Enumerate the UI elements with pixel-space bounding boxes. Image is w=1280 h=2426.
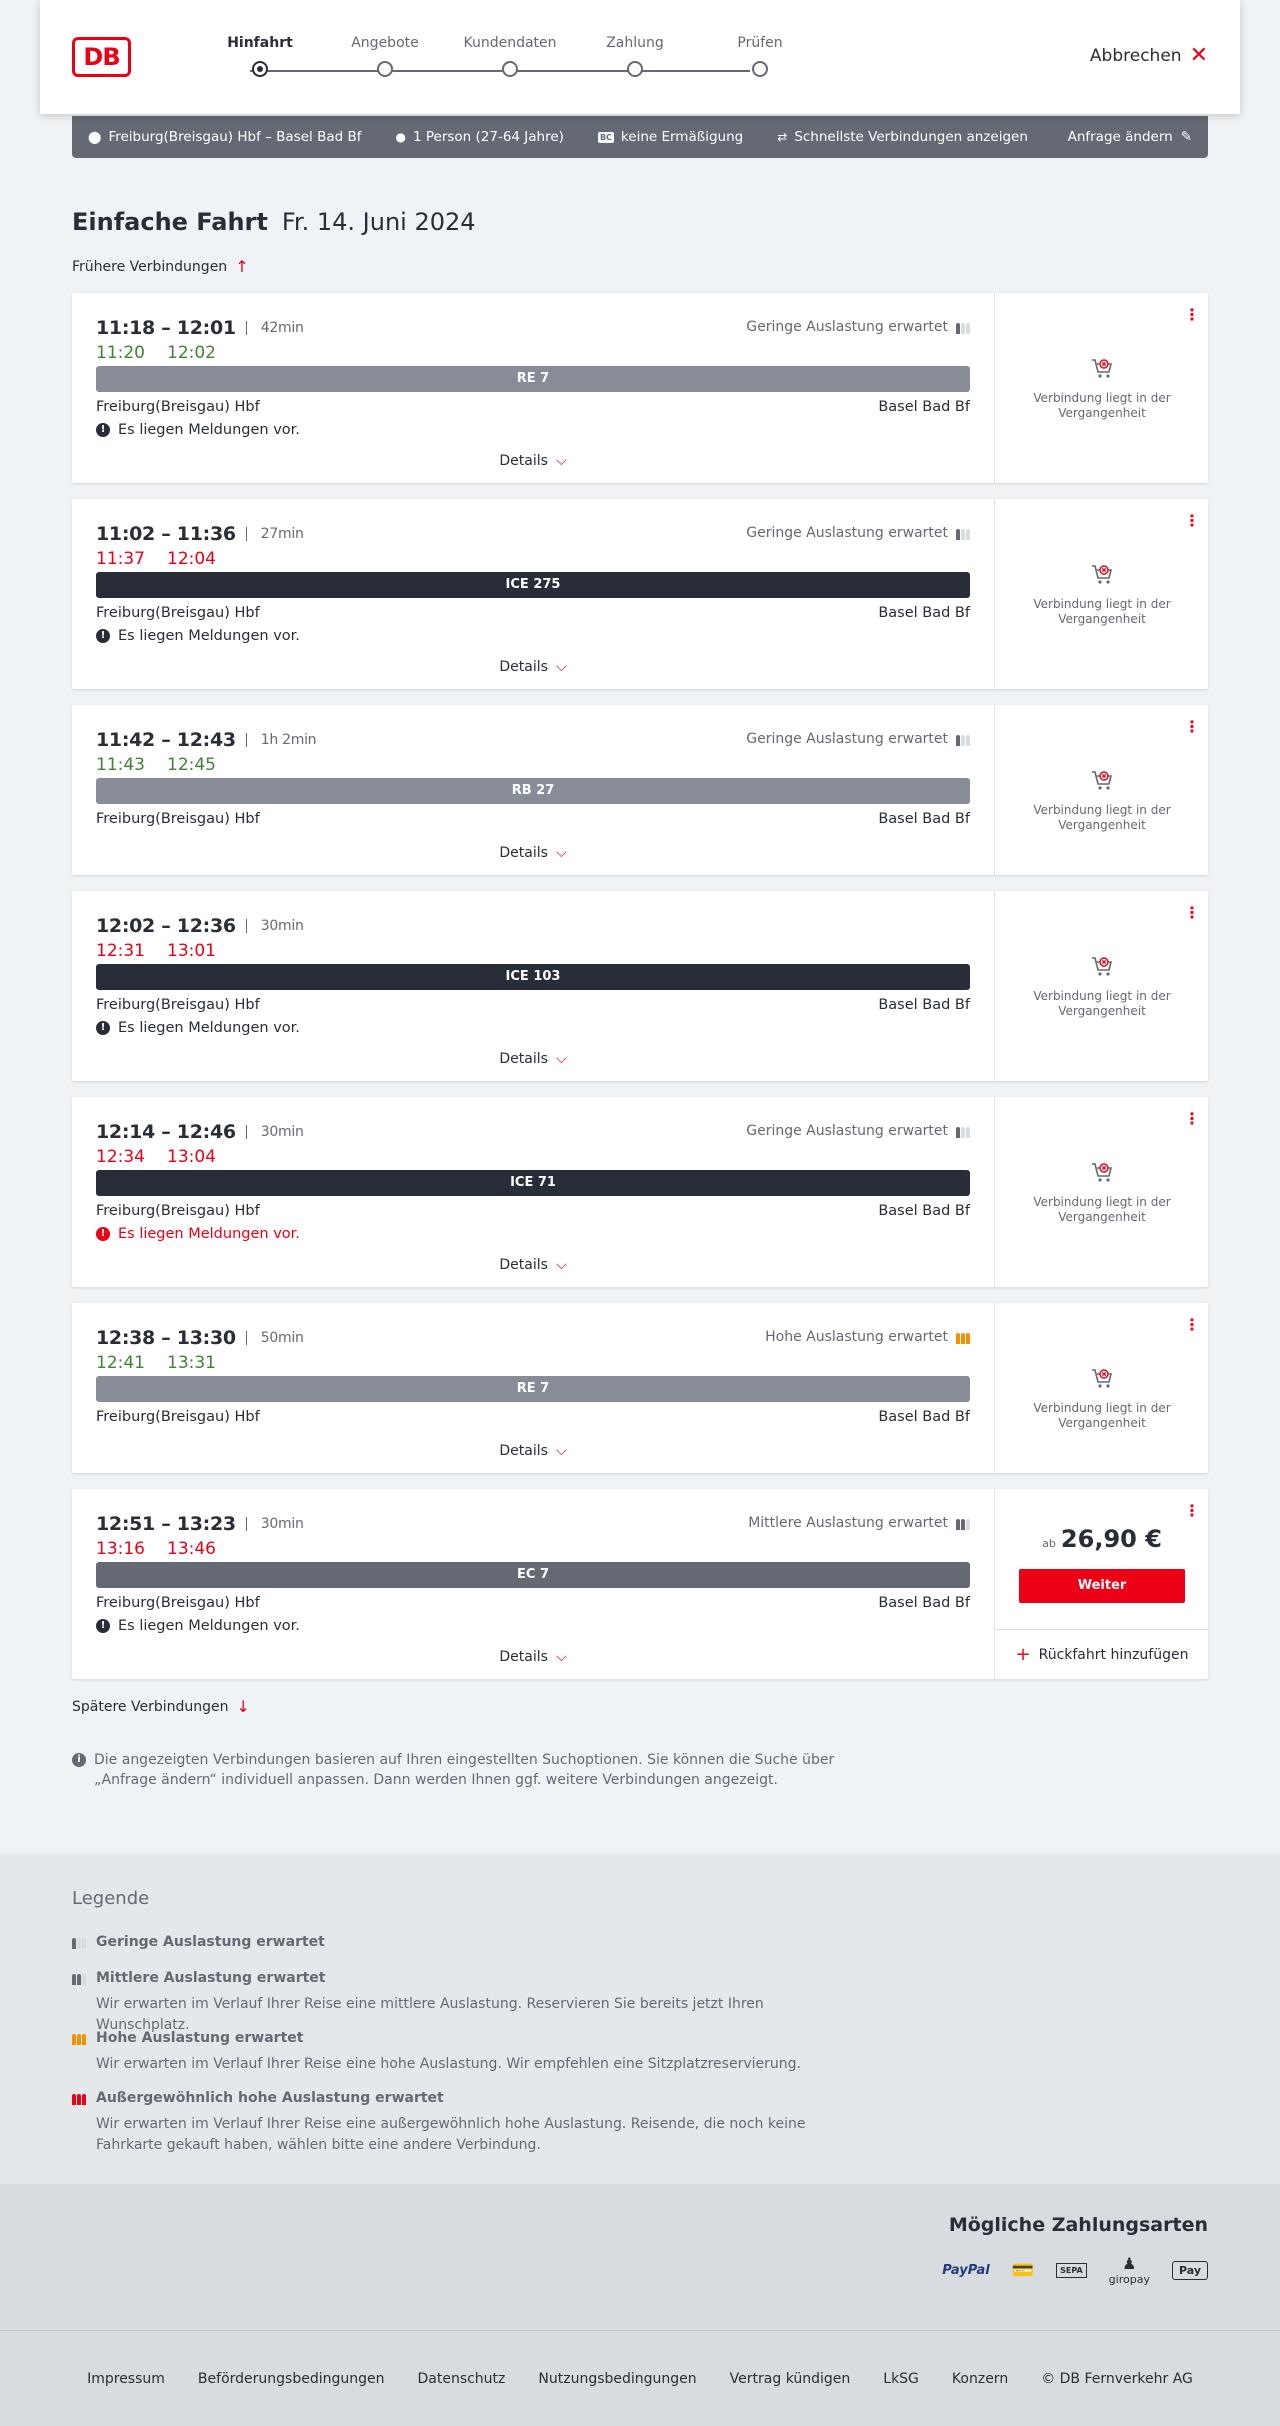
return-label: Rückfahrt hinzufügen bbox=[1038, 1646, 1189, 1663]
planned-times: 12:02 – 12:36 bbox=[96, 915, 236, 937]
occupancy-bar bbox=[961, 529, 965, 540]
step-dot bbox=[252, 61, 268, 77]
details-toggle[interactable] bbox=[72, 1649, 994, 1665]
legend-item-header bbox=[72, 2090, 856, 2106]
realtime-departure: 11:37 bbox=[96, 549, 145, 569]
occupancy-bar bbox=[966, 323, 970, 334]
exclamation-icon: ! bbox=[96, 423, 110, 437]
occupancy-bar bbox=[956, 735, 960, 746]
arrow-down-icon: ↓ bbox=[236, 1697, 250, 1716]
past-text: Verbindung liegt in der Vergangenheit bbox=[1033, 989, 1171, 1018]
route-summary bbox=[88, 129, 362, 145]
realtime-times bbox=[96, 941, 216, 961]
arrival-station: Basel Bad Bf bbox=[878, 1409, 970, 1425]
connection-times bbox=[96, 1513, 304, 1535]
step-dot bbox=[627, 61, 643, 77]
legend-item-header bbox=[72, 2030, 856, 2046]
info-icon: i bbox=[72, 1753, 86, 1767]
occupancy-bar bbox=[956, 323, 960, 334]
occupancy-bar bbox=[961, 1127, 965, 1138]
exclamation-icon: ! bbox=[96, 1021, 110, 1035]
header bbox=[40, 0, 1240, 114]
connection-card[interactable] bbox=[72, 1303, 1208, 1473]
search-summary-bar bbox=[72, 116, 1208, 158]
occupancy-bar bbox=[82, 2034, 86, 2045]
edit-request-button[interactable] bbox=[1068, 129, 1192, 145]
details-toggle[interactable] bbox=[72, 1443, 994, 1459]
legend-item-title: Hohe Auslastung erwartet bbox=[96, 2030, 304, 2046]
connection-main bbox=[72, 499, 994, 689]
messages-notice bbox=[96, 422, 300, 438]
giropay-label: giropay bbox=[1108, 2273, 1150, 2286]
occupancy-text: Hohe Auslastung erwartet bbox=[765, 1329, 948, 1345]
messages-text: Es liegen Meldungen vor. bbox=[118, 1618, 300, 1634]
occupancy-text: Geringe Auslastung erwartet bbox=[746, 525, 948, 541]
occupancy-icon bbox=[72, 1971, 86, 1985]
edit-label: Anfrage ändern bbox=[1067, 129, 1173, 145]
route-text: Freiburg(Breisgau) Hbf – Basel Bad Bf bbox=[108, 129, 362, 145]
exclamation-icon: ! bbox=[96, 1619, 110, 1633]
connection-times bbox=[96, 523, 304, 545]
legend-item bbox=[72, 1934, 325, 1950]
more-options-icon[interactable]: ⋮ bbox=[1184, 1109, 1200, 1128]
more-options-icon[interactable]: ⋮ bbox=[1184, 1315, 1200, 1334]
step-label: Kundendaten bbox=[463, 35, 557, 51]
occupancy-bar bbox=[72, 1938, 76, 1949]
realtime-times bbox=[96, 755, 216, 775]
connection-times bbox=[96, 1121, 304, 1143]
apple-pay-icon bbox=[1172, 2261, 1208, 2280]
planned-times: 11:18 – 12:01 bbox=[96, 317, 236, 339]
duration: 42min bbox=[246, 321, 304, 335]
legend-section bbox=[0, 1854, 1280, 2184]
arrival-station: Basel Bad Bf bbox=[878, 1595, 970, 1611]
occupancy-bar bbox=[82, 1938, 86, 1949]
connection-offer bbox=[994, 1489, 1208, 1679]
past-connection-notice bbox=[995, 767, 1209, 833]
past-connection-notice bbox=[995, 355, 1209, 421]
past-connection-notice bbox=[995, 1365, 1209, 1431]
cart-disabled-icon bbox=[1089, 355, 1115, 381]
details-label: Details bbox=[499, 1257, 548, 1273]
occupancy-bar bbox=[956, 529, 960, 540]
legend-item-title: Außergewöhnlich hohe Auslastung erwartet bbox=[96, 2090, 444, 2106]
more-options-icon[interactable]: ⋮ bbox=[1184, 717, 1200, 736]
realtime-arrival: 12:02 bbox=[167, 343, 216, 363]
step-dot bbox=[502, 61, 518, 77]
connection-card[interactable] bbox=[72, 891, 1208, 1081]
departure-station: Freiburg(Breisgau) Hbf bbox=[96, 997, 260, 1013]
realtime-departure: 13:16 bbox=[96, 1539, 145, 1559]
cart-disabled-icon bbox=[1089, 953, 1115, 979]
step-label: Zahlung bbox=[606, 35, 664, 51]
messages-text: Es liegen Meldungen vor. bbox=[118, 1020, 300, 1036]
departure-station: Freiburg(Breisgau) Hbf bbox=[96, 399, 260, 415]
realtime-times bbox=[96, 343, 216, 363]
legend-item-header bbox=[72, 1970, 856, 1986]
legend-item-title: Mittlere Auslastung erwartet bbox=[96, 1970, 326, 1986]
later-connections-link[interactable] bbox=[72, 1697, 250, 1716]
cancel-label: Abbrechen bbox=[1089, 46, 1182, 66]
legend-item-text: Wir erwarten im Verlauf Ihrer Reise eine hohe Auslastung. Wir empfehlen eine Sitzplatzreservierung. bbox=[96, 2056, 801, 2072]
chevron-down-icon: ⌵ bbox=[555, 845, 567, 861]
occupancy-bar bbox=[72, 2034, 76, 2045]
earlier-connections-link[interactable] bbox=[72, 257, 249, 276]
details-toggle[interactable] bbox=[72, 845, 994, 861]
stations bbox=[96, 1409, 970, 1425]
occupancy-info bbox=[748, 1515, 970, 1531]
apple-pay-label: Pay bbox=[1178, 2263, 1201, 2277]
occupancy-bar bbox=[966, 529, 970, 540]
pencil-icon: ✎ bbox=[1180, 129, 1192, 145]
footer-link-datenschutz[interactable]: Datenschutz bbox=[417, 2370, 506, 2387]
occupancy-bar bbox=[77, 2034, 81, 2045]
more-options-icon[interactable]: ⋮ bbox=[1184, 511, 1200, 530]
step-hinfahrt[interactable] bbox=[210, 34, 310, 77]
occupancy-bar bbox=[966, 1519, 970, 1530]
connection-times bbox=[96, 915, 304, 937]
close-icon: ✕ bbox=[1189, 43, 1208, 68]
bahncard-icon: BC bbox=[599, 132, 612, 142]
step-kundendaten bbox=[460, 34, 560, 77]
realtime-arrival: 12:04 bbox=[167, 549, 216, 569]
details-toggle[interactable] bbox=[72, 659, 994, 675]
cancel-button[interactable] bbox=[1089, 43, 1208, 68]
past-connection-notice bbox=[995, 561, 1209, 627]
step-zahlung bbox=[585, 34, 685, 77]
realtime-times bbox=[96, 1353, 216, 1373]
step-label: Angebote bbox=[351, 35, 419, 51]
realtime-times bbox=[96, 1539, 216, 1559]
realtime-times bbox=[96, 549, 216, 569]
train-bar[interactable]: RE 7 bbox=[96, 366, 970, 392]
arrival-station: Basel Bad Bf bbox=[878, 399, 970, 415]
messages-notice bbox=[96, 1618, 300, 1634]
realtime-departure: 12:34 bbox=[96, 1147, 145, 1167]
occupancy-bar bbox=[961, 735, 965, 746]
trip-date: Fr. 14. Juni 2024 bbox=[281, 208, 476, 236]
details-label: Details bbox=[499, 1051, 548, 1067]
footer-link-konzern[interactable]: Konzern bbox=[951, 2370, 1009, 2387]
occupancy-text: Geringe Auslastung erwartet bbox=[746, 731, 948, 747]
footer-link-lksg[interactable]: LkSG bbox=[883, 2370, 919, 2387]
duration: 30min bbox=[246, 1517, 304, 1531]
discount-summary bbox=[598, 129, 743, 145]
cart-disabled-icon bbox=[1089, 1159, 1115, 1185]
arrival-station: Basel Bad Bf bbox=[878, 605, 970, 621]
connection-main bbox=[72, 891, 994, 1081]
credit-card-icon: 💳 bbox=[1011, 2259, 1035, 2281]
price-prefix: ab bbox=[1042, 1537, 1056, 1550]
occupancy-bar bbox=[961, 323, 965, 334]
chevron-down-icon: ⌵ bbox=[555, 659, 567, 675]
connection-main bbox=[72, 705, 994, 875]
details-label: Details bbox=[499, 845, 548, 861]
details-toggle[interactable] bbox=[72, 1051, 994, 1067]
occupancy-info bbox=[746, 319, 970, 335]
past-connection-notice bbox=[995, 1159, 1209, 1225]
swap-arrows-icon: ⇄ bbox=[777, 130, 788, 144]
details-label: Details bbox=[499, 659, 548, 675]
price-value: 26,90 € bbox=[1060, 1525, 1162, 1553]
planned-times: 12:51 – 13:23 bbox=[96, 1513, 236, 1535]
footer-link-impressum[interactable]: Impressum bbox=[87, 2370, 165, 2387]
details-label: Details bbox=[499, 453, 548, 469]
connection-offer bbox=[994, 499, 1208, 689]
past-connection-notice bbox=[995, 953, 1209, 1019]
legend-item-header bbox=[72, 1934, 325, 1950]
duration: 1h 2min bbox=[246, 733, 316, 747]
connection-offer bbox=[994, 1303, 1208, 1473]
occupancy-bar bbox=[966, 1333, 970, 1344]
passenger-summary bbox=[396, 129, 564, 145]
planned-times: 12:14 – 12:46 bbox=[96, 1121, 236, 1143]
footer bbox=[0, 2330, 1280, 2426]
occupancy-icon bbox=[72, 2031, 86, 2045]
paypal-icon: PayPal bbox=[942, 2262, 990, 2278]
footer-copyright: © DB Fernverkehr AG bbox=[1041, 2370, 1193, 2387]
cart-disabled-icon bbox=[1089, 767, 1115, 793]
earlier-label: Frühere Verbindungen bbox=[72, 258, 228, 275]
occupancy-bar bbox=[82, 1974, 86, 1985]
occupancy-bar bbox=[961, 1519, 965, 1530]
chevron-down-icon: ⌵ bbox=[555, 1649, 567, 1665]
stations bbox=[96, 811, 970, 827]
details-label: Details bbox=[499, 1649, 548, 1665]
occupancy-text: Geringe Auslastung erwartet bbox=[746, 1123, 948, 1139]
past-text: Verbindung liegt in der Vergangenheit bbox=[1033, 597, 1171, 626]
departure-station: Freiburg(Breisgau) Hbf bbox=[96, 605, 260, 621]
person-icon: ● bbox=[395, 130, 406, 144]
messages-notice bbox=[96, 1226, 300, 1242]
sepa-icon: SEPA bbox=[1056, 2263, 1087, 2278]
occupancy-bar bbox=[966, 735, 970, 746]
occupancy-bar bbox=[961, 1333, 965, 1344]
connection-offer bbox=[994, 705, 1208, 875]
planned-times: 11:02 – 11:36 bbox=[96, 523, 236, 545]
more-options-icon[interactable]: ⋮ bbox=[1184, 903, 1200, 922]
occupancy-icon bbox=[956, 1330, 970, 1344]
step-label: Hinfahrt bbox=[227, 35, 293, 51]
connection-offer bbox=[994, 1097, 1208, 1287]
connection-offer bbox=[994, 891, 1208, 1081]
payment-methods bbox=[942, 2254, 1208, 2286]
legend-item bbox=[72, 2090, 856, 2156]
connection-card[interactable] bbox=[72, 293, 1208, 483]
legend-title: Legende bbox=[72, 1888, 150, 1909]
more-options-icon[interactable]: ⋮ bbox=[1184, 305, 1200, 324]
stations bbox=[96, 399, 970, 415]
location-pin-icon: ⬤ bbox=[88, 130, 102, 144]
footer-link-vertrag-kuendigen[interactable]: Vertrag kündigen bbox=[729, 2370, 851, 2387]
realtime-departure: 11:43 bbox=[96, 755, 145, 775]
duration: 30min bbox=[246, 919, 304, 933]
occupancy-info bbox=[765, 1329, 970, 1345]
duration: 27min bbox=[246, 527, 304, 541]
messages-text: Es liegen Meldungen vor. bbox=[118, 1226, 300, 1242]
arrival-station: Basel Bad Bf bbox=[878, 997, 970, 1013]
exclamation-icon: ! bbox=[96, 629, 110, 643]
departure-station: Freiburg(Breisgau) Hbf bbox=[96, 1595, 260, 1611]
planned-times: 11:42 – 12:43 bbox=[96, 729, 236, 751]
messages-text: Es liegen Meldungen vor. bbox=[118, 422, 300, 438]
connection-card[interactable] bbox=[72, 705, 1208, 875]
connection-main bbox=[72, 293, 994, 483]
connection-times bbox=[96, 1327, 304, 1349]
legend-item-title: Geringe Auslastung erwartet bbox=[96, 1934, 325, 1950]
details-toggle[interactable] bbox=[72, 1257, 994, 1273]
occupancy-text: Geringe Auslastung erwartet bbox=[746, 319, 948, 335]
payment-title: Mögliche Zahlungsarten bbox=[948, 2214, 1208, 2236]
train-bar[interactable]: EC 7 bbox=[96, 1562, 970, 1588]
realtime-arrival: 13:31 bbox=[167, 1353, 216, 1373]
more-options-icon[interactable]: ⋮ bbox=[1184, 1501, 1200, 1520]
cart-disabled-icon bbox=[1089, 561, 1115, 587]
departure-station: Freiburg(Breisgau) Hbf bbox=[96, 1409, 260, 1425]
footer-link-nutzungsbedingungen[interactable]: Nutzungsbedingungen bbox=[538, 2370, 697, 2387]
train-bar[interactable]: ICE 275 bbox=[96, 572, 970, 598]
occupancy-info bbox=[746, 731, 970, 747]
legend-item-text: Wir erwarten im Verlauf Ihrer Reise eine mittlere Auslastung. Reservieren Sie bereits jetzt Ihren Wunschplatz. bbox=[96, 1996, 764, 2033]
occupancy-bar bbox=[77, 1938, 81, 1949]
stations bbox=[96, 1203, 970, 1219]
train-bar[interactable]: RB 27 bbox=[96, 778, 970, 804]
occupancy-bar bbox=[82, 2094, 86, 2105]
occupancy-icon bbox=[956, 1516, 970, 1530]
chevron-down-icon: ⌵ bbox=[555, 453, 567, 469]
occupancy-icon bbox=[956, 1124, 970, 1138]
occupancy-info bbox=[746, 1123, 970, 1139]
occupancy-icon bbox=[72, 1935, 86, 1949]
fastest-summary bbox=[777, 129, 1028, 145]
occupancy-bar bbox=[966, 1127, 970, 1138]
occupancy-bar bbox=[72, 1974, 76, 1985]
occupancy-bar bbox=[77, 1974, 81, 1985]
exclamation-icon: ! bbox=[96, 1227, 110, 1241]
messages-notice bbox=[96, 628, 300, 644]
connection-card[interactable] bbox=[72, 1489, 1208, 1679]
step-angebote bbox=[335, 34, 435, 77]
info-text: Die angezeigten Verbindungen basieren auf Ihren eingestellten Suchoptionen. Sie können die Suche über „Anfrage ändern“ individuell anpassen. Dann werden Ihnen ggf. weitere Verbindungen angezeigt. bbox=[94, 1752, 835, 1788]
arrow-up-icon: ↑ bbox=[235, 257, 249, 276]
stations bbox=[96, 1595, 970, 1611]
occupancy-icon bbox=[956, 320, 970, 334]
occupancy-icon bbox=[956, 526, 970, 540]
step-dot bbox=[752, 61, 768, 77]
continue-button[interactable]: Weiter bbox=[1019, 1569, 1185, 1603]
planned-times: 12:38 – 13:30 bbox=[96, 1327, 236, 1349]
stations bbox=[96, 997, 970, 1013]
occupancy-icon bbox=[72, 2091, 86, 2105]
plus-icon: + bbox=[1015, 1644, 1031, 1665]
connection-offer bbox=[994, 293, 1208, 483]
occupancy-icon bbox=[956, 732, 970, 746]
add-return-trip-button[interactable] bbox=[995, 1629, 1209, 1679]
chevron-down-icon: ⌵ bbox=[555, 1051, 567, 1067]
step-label: Prüfen bbox=[737, 35, 783, 51]
page-title bbox=[72, 208, 476, 236]
occupancy-bar bbox=[956, 1519, 960, 1530]
progress-stepper bbox=[210, 34, 783, 84]
details-toggle[interactable] bbox=[72, 453, 994, 469]
past-text: Verbindung liegt in der Vergangenheit bbox=[1033, 391, 1171, 420]
fastest-text: Schnellste Verbindungen anzeigen bbox=[794, 129, 1028, 145]
occupancy-text: Mittlere Auslastung erwartet bbox=[748, 1515, 948, 1531]
realtime-arrival: 13:46 bbox=[167, 1539, 216, 1559]
price bbox=[995, 1525, 1209, 1553]
occupancy-bar bbox=[77, 2094, 81, 2105]
train-bar[interactable]: RE 7 bbox=[96, 1376, 970, 1402]
occupancy-bar bbox=[956, 1333, 960, 1344]
departure-station: Freiburg(Breisgau) Hbf bbox=[96, 811, 260, 827]
chevron-down-icon: ⌵ bbox=[555, 1257, 567, 1273]
realtime-departure: 12:31 bbox=[96, 941, 145, 961]
messages-text: Es liegen Meldungen vor. bbox=[118, 628, 300, 644]
footer-link-befoerderungsbedingungen[interactable]: Beförderungsbedingungen bbox=[197, 2370, 385, 2387]
legend-item bbox=[72, 1970, 856, 2036]
giropay-icon: ♟ giropay bbox=[1108, 2254, 1150, 2286]
duration: 50min bbox=[246, 1331, 304, 1345]
realtime-departure: 12:41 bbox=[96, 1353, 145, 1373]
connection-main bbox=[72, 1303, 994, 1473]
past-text: Verbindung liegt in der Vergangenheit bbox=[1033, 1195, 1171, 1224]
past-text: Verbindung liegt in der Vergangenheit bbox=[1033, 803, 1171, 832]
connection-times bbox=[96, 729, 316, 751]
stations bbox=[96, 605, 970, 621]
connection-main bbox=[72, 1097, 994, 1287]
duration: 30min bbox=[246, 1125, 304, 1139]
realtime-arrival: 12:45 bbox=[167, 755, 216, 775]
connection-card[interactable] bbox=[72, 499, 1208, 689]
chevron-down-icon: ⌵ bbox=[555, 1443, 567, 1459]
legend-item-text: Wir erwarten im Verlauf Ihrer Reise eine außergewöhnlich hohe Auslastung. Reisende, die noch keine Fahrkarte gekauft haben, wählen bitte eine andere Verbindung. bbox=[96, 2116, 806, 2153]
departure-station: Freiburg(Breisgau) Hbf bbox=[96, 1203, 260, 1219]
occupancy-info bbox=[746, 525, 970, 541]
cart-disabled-icon bbox=[1089, 1365, 1115, 1391]
db-logo[interactable]: DB bbox=[72, 37, 131, 77]
discount-text: keine Ermäßigung bbox=[620, 129, 744, 145]
messages-notice bbox=[96, 1020, 300, 1036]
later-label: Spätere Verbindungen bbox=[72, 1698, 229, 1715]
occupancy-bar bbox=[72, 2094, 76, 2105]
passenger-text: 1 Person (27-64 Jahre) bbox=[412, 129, 564, 145]
arrival-station: Basel Bad Bf bbox=[878, 811, 970, 827]
realtime-arrival: 13:04 bbox=[167, 1147, 216, 1167]
details-label: Details bbox=[499, 1443, 548, 1459]
realtime-arrival: 13:01 bbox=[167, 941, 216, 961]
connection-times bbox=[96, 317, 304, 339]
step-dot bbox=[377, 61, 393, 77]
past-text: Verbindung liegt in der Vergangenheit bbox=[1033, 1401, 1171, 1430]
connection-card[interactable] bbox=[72, 1097, 1208, 1287]
arrival-station: Basel Bad Bf bbox=[878, 1203, 970, 1219]
train-bar[interactable]: ICE 103 bbox=[96, 964, 970, 990]
train-bar[interactable]: ICE 71 bbox=[96, 1170, 970, 1196]
legend-item bbox=[72, 2030, 856, 2075]
realtime-departure: 11:20 bbox=[96, 343, 145, 363]
realtime-times bbox=[96, 1147, 216, 1167]
payment-section bbox=[0, 2184, 1280, 2330]
occupancy-bar bbox=[956, 1127, 960, 1138]
trip-type: Einfache Fahrt bbox=[72, 208, 268, 236]
search-info-note bbox=[72, 1750, 852, 1790]
connection-main bbox=[72, 1489, 994, 1679]
step-pruefen bbox=[710, 34, 810, 77]
